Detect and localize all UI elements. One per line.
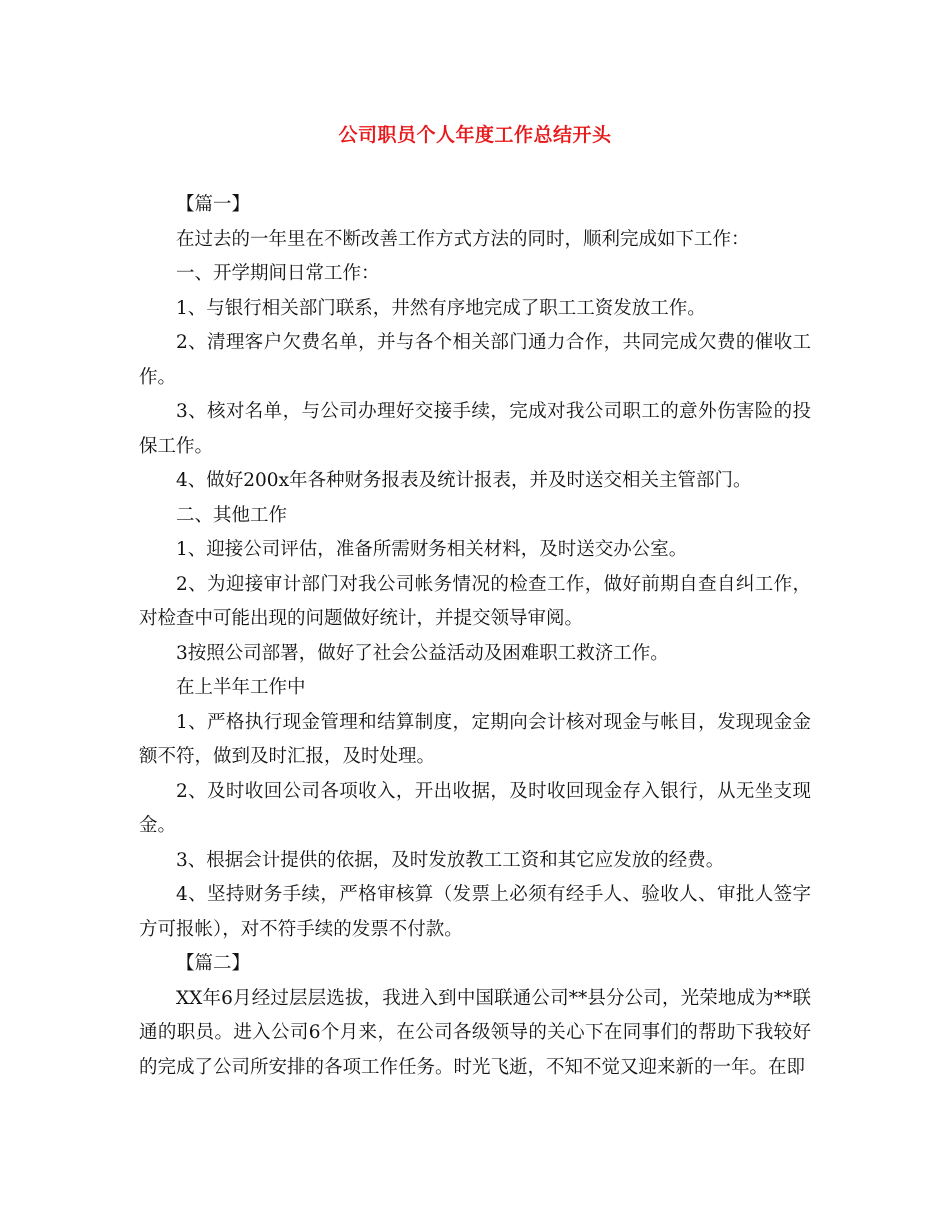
paragraph: 2、为迎接审计部门对我公司帐务情况的检查工作，做好前期自查自纠工作，对检查中可能出现的问题做好统计，并提交领导审阅。 — [139, 573, 811, 629]
section-heading-1: 【篇一】 — [176, 194, 251, 215]
paragraph: 一、开学期间日常工作： — [176, 263, 380, 284]
paragraph: 二、其他工作 — [176, 504, 288, 526]
paragraph: 3按照公司部署，做好了社会公益活动及困难职工救济工作。 — [176, 642, 669, 664]
paragraph: 3、核对名单，与公司办理好交接手续，完成对我公司职工的意外伤害险的投保工作。 — [139, 401, 811, 457]
document-title: 公司职员个人年度工作总结开头 — [338, 124, 612, 146]
paragraph: 1、迎接公司评估，准备所需财务相关材料，及时送交办公室。 — [176, 539, 688, 560]
document-body — [139, 188, 811, 1085]
paragraph: 2、及时收回公司各项收入，开出收据，及时收回现金存入银行，从无坐支现金。 — [139, 780, 811, 836]
paragraph: XX年6月经过层层选拔，我进入到中国联通公司**县分公司，光荣地成为**联通的职员。进入公司6个月来，在公司各级领导的关心下在同事们的帮助下我较好的完成了公司所安排的各项工作任务。时光飞逝，不知不觉又迎来新的一年。在即 — [139, 987, 811, 1078]
paragraph: 3、根据会计提供的依据，及时发放教工工资和其它应发放的经费。 — [176, 849, 725, 871]
section-heading-2: 【篇二】 — [176, 953, 251, 974]
paragraph: 在上半年工作中 — [176, 677, 306, 698]
paragraph: 1、与银行相关部门联系，井然有序地完成了职工工资发放工作。 — [176, 297, 706, 319]
paragraph: 4、坚持财务手续，严格审核算（发票上必须有经手人、验收人、审批人签字方可报帐），对不符手续的发票不付款。 — [139, 884, 811, 940]
paragraph: 在过去的一年里在不断改善工作方式方法的同时，顺利完成如下工作： — [176, 228, 750, 250]
paragraph: 2、清理客户欠费名单，并与各个相关部门通力合作，共同完成欠费的催收工作。 — [139, 332, 811, 388]
paragraph: 4、做好200x年各种财务报表及统计报表，并及时送交相关主管部门。 — [176, 470, 752, 491]
paragraph: 1、严格执行现金管理和结算制度，定期向会计核对现金与帐目，发现现金金额不符，做到及时汇报，及时处理。 — [139, 711, 811, 767]
